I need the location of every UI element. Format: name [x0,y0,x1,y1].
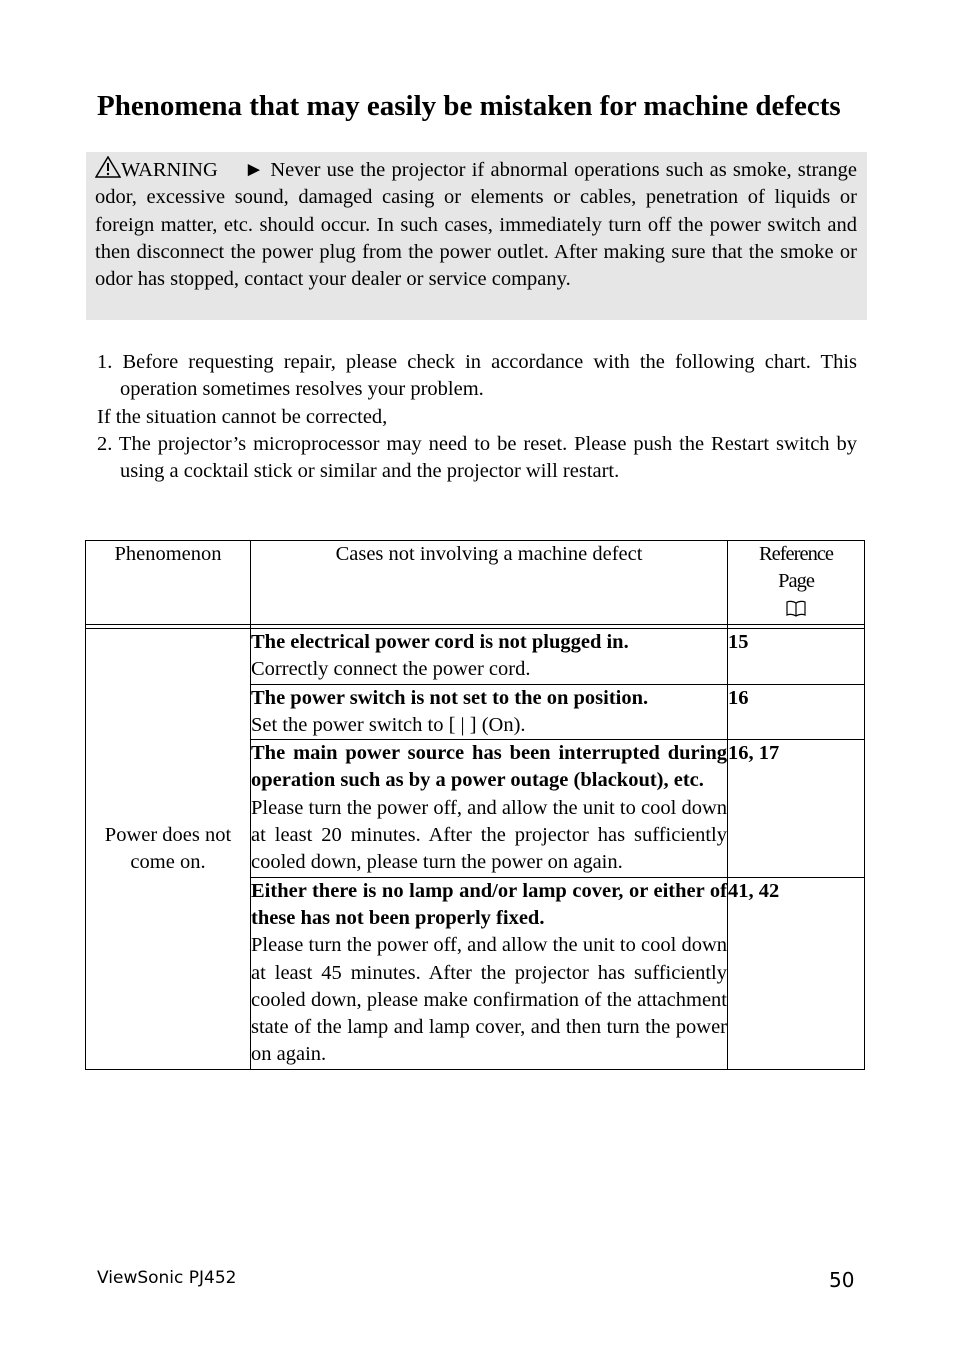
header-reference-line1: Reference [758,543,834,565]
table-header-row [86,541,865,625]
warning-text [95,156,857,293]
warning-label: WARNING [121,159,218,181]
remedy-text: Please turn the power off, and allow the unit to cool down at least 20 minutes. After the projector has sufficiently cooled down, please turn the power on again. [251,796,727,874]
warning-triangle-icon [95,156,121,178]
reference-page-cell: 15 [728,629,865,685]
cause-text: The main power source has been interrupted during operation such as by a power outage (blackout), etc. [251,742,727,792]
warning-arrow: ► [243,159,265,181]
book-icon [785,598,807,616]
header-cases: Cases not involving a machine defect [251,541,728,625]
troubleshooting-table [85,540,865,1070]
header-reference-page [728,541,865,625]
warning-body: Never use the projector if abnormal operations such as smoke, strange odor, excessive sound, damaged casing or elements or cables, penetration of liquids or foreign matter, etc. should occur. In such cases, immediately turn off the power switch and then disconnect the power plug from the power outlet. After making sure that the smoke or odor has stopped, contact your dealer or service company. [95,159,858,291]
case-cell [251,629,728,685]
phenomenon-cell: Power does not come on. [86,629,251,1070]
instructions [97,349,857,485]
instruction-condition: If the situation cannot be corrected, [97,405,388,428]
header-phenomenon: Phenomenon [86,541,251,625]
header-reference-line2: Page [778,570,814,592]
case-cell [251,684,728,740]
page-title: Phenomena that may easily be mistaken for machine defects [97,90,841,122]
instruction-step-2: 2. The projector’s microprocessor may need to be reset. Please push the Restart switch by using a cocktail stick or similar and the projector will restart. [97,432,857,483]
cause-text: The power switch is not set to the on position. [251,686,649,709]
remedy-text: Please turn the power off, and allow the unit to cool down at least 45 minutes. After the projector has sufficiently cooled down, please make confirmation of the attachment state of the lamp and lamp cover, and then turn the power on again. [251,934,727,1066]
footer-page-number: 50 [829,1268,855,1292]
reference-page-cell: 16, 17 [728,740,865,877]
instruction-step-1: 1. Before requesting repair, please check in accordance with the following chart. This operation sometimes resolves your problem. [97,351,857,401]
remedy-text: Correctly connect the power cord. [251,658,531,681]
reference-page-cell: 41, 42 [728,877,865,1069]
cause-text: The electrical power cord is not plugged in. [251,631,629,653]
case-cell [251,740,728,877]
case-cell [251,877,728,1069]
table-row [86,629,865,685]
reference-page-cell: 16 [728,684,865,740]
cause-text: Either there is no lamp and/or lamp cover, or either of these has not been properly fixed. [251,879,727,929]
footer-product: ViewSonic PJ452 [97,1268,237,1288]
remedy-text: Set the power switch to [ | ] (On). [251,713,526,736]
